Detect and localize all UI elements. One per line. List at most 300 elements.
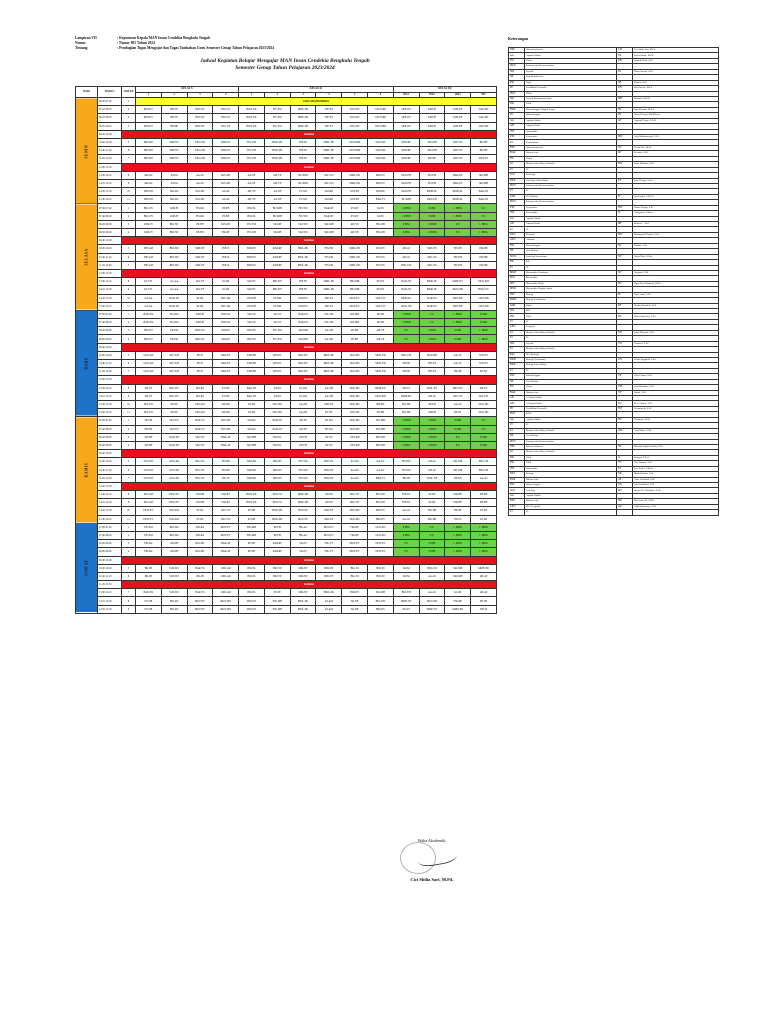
subject-name: Fikih (525, 314, 617, 319)
subject-name: Matematika Wajib (525, 281, 617, 286)
document-meta (75, 36, 274, 51)
lesson-cell: PIO-DW (264, 400, 290, 408)
subject-name: Muatan Lokal (Karya Ilmiah) (525, 330, 617, 335)
subject-code: INF (509, 129, 525, 134)
break-cell: Istirahat (122, 376, 497, 384)
lesson-cell: FIK-HE (445, 491, 471, 499)
lesson-cell: PP-EH (290, 433, 316, 441)
subject-code: BID (509, 48, 525, 53)
lesson-cell: BIO-MS (187, 548, 213, 556)
lesson-cell: KI-YW (136, 278, 162, 286)
subject-name: Informatika (525, 466, 617, 471)
time-cell: 14.10-14.50 (98, 597, 122, 605)
lesson-cell: INF-IS (471, 605, 497, 613)
lesson-cell: KIM-RF (239, 368, 265, 376)
subject-name: Bahasa Indonesia (525, 145, 617, 150)
lesson-cell: SK-NT (471, 368, 497, 376)
schedule-row (76, 229, 497, 237)
lesson-cell: PT-RY (161, 409, 187, 417)
lesson-cell: BIOD-PL (419, 278, 445, 286)
lesson-cell: FIS-YM (290, 458, 316, 466)
lesson-cell: GEO-RH (342, 441, 368, 449)
lesson-cell: BK-IH (136, 572, 162, 580)
period-cell: 1 (122, 98, 136, 106)
teacher-name: Romidh Hadi, S.Pd (633, 58, 719, 63)
lesson-cell: AA-AS (393, 507, 419, 515)
lesson-cell: KI-IM (471, 515, 497, 523)
lesson-cell: FIS-YM (239, 220, 265, 228)
subject-code: GEO (509, 504, 525, 509)
time-cell: 07.00-07.40 (98, 310, 122, 318)
time-cell: 13.30-14.10 (98, 589, 122, 597)
subject-name: Informatika (525, 129, 617, 134)
lesson-cell: BIOL-PK (239, 491, 265, 499)
subject-name: Sejarah (525, 69, 617, 74)
teacher-name: Surya Mulyadi, S.Pd (633, 330, 719, 335)
lesson-cell: SKI-RZ (187, 384, 213, 392)
lesson-cell: SKI-MH (368, 425, 394, 433)
lesson-cell: KI-IM (187, 294, 213, 302)
lesson-cell: P U (393, 540, 419, 548)
period-cell: 7 (122, 368, 136, 376)
lesson-cell: SB-YF (136, 384, 162, 392)
schedule-row (76, 589, 497, 597)
lesson-cell: SKI-MH (342, 310, 368, 318)
lesson-cell: SKI-YW (290, 220, 316, 228)
time-cell: 07.00-07.40 (98, 523, 122, 531)
teacher-code: NS (617, 444, 633, 449)
teacher-code: VW (617, 341, 633, 346)
lesson-cell: 1. BIND (393, 319, 419, 327)
teacher-code: FI (617, 194, 633, 199)
time-cell: 10.40-11.20 (98, 466, 122, 474)
time-cell: 10.00-10.40 (98, 351, 122, 359)
subject-code: AH (509, 124, 525, 129)
schedule-row (76, 138, 497, 146)
schedule-row (76, 327, 497, 335)
lesson-cell: SKI-YW (187, 433, 213, 441)
lesson-cell: BIO-DW (368, 597, 394, 605)
subject-name: Al Quran Hadist (525, 396, 617, 401)
period-cell: 7 (122, 589, 136, 597)
lesson-cell: SKI-RZ (136, 171, 162, 179)
lesson-cell: GEO-MM (368, 114, 394, 122)
lesson-cell: P U (419, 531, 445, 539)
period-cell: 8 (122, 491, 136, 499)
lesson-cell: PIO-AM (213, 294, 239, 302)
lesson-cell: PT-MT (342, 212, 368, 220)
lesson-cell: KI-AM (342, 466, 368, 474)
lesson-cell: BIOL-PK (290, 597, 316, 605)
lesson-cell: BIO-JM (136, 188, 162, 196)
lesson-cell: 1. BING (419, 327, 445, 335)
lesson-cell: KIM-RF (445, 114, 471, 122)
teacher-name: Feri Irmiha, S.Pd.Gr. (633, 194, 719, 199)
subject-code: KI (509, 347, 525, 352)
subject-code: KI (509, 428, 525, 433)
lesson-cell: MML-PD (342, 179, 368, 187)
lesson-cell: SOS-MT (213, 171, 239, 179)
lesson-cell: PKW-RM (471, 278, 497, 286)
lesson-cell: BIO-PL (239, 589, 265, 597)
lesson-cell: INF-ES (419, 368, 445, 376)
lesson-cell: FIK-MH (264, 605, 290, 613)
lesson-cell: BIOL-PK (316, 360, 342, 368)
lesson-cell: P U (393, 335, 419, 343)
period-cell: 5 (122, 138, 136, 146)
teacher-code: AT (617, 118, 633, 123)
lesson-cell: PP-EH (213, 204, 239, 212)
lesson-cell: GEO-MM (342, 138, 368, 146)
lesson-cell: 1. BING (445, 204, 471, 212)
subject-code: SB (509, 75, 525, 80)
lesson-cell: BIO-PL (264, 433, 290, 441)
lesson-cell: AH-YE (239, 196, 265, 204)
teacher-code: HW (617, 205, 633, 210)
lesson-cell: BID-DY (213, 155, 239, 163)
lesson-cell: PKW-EV (342, 540, 368, 548)
lesson-cell: BAR-DT (471, 196, 497, 204)
lesson-cell: SKI-IH (264, 229, 290, 237)
period-cell: 10 (122, 294, 136, 302)
class-sub-header: 5 (342, 92, 368, 98)
lesson-cell: 1. BING (471, 540, 497, 548)
lesson-cell: SKI-MH (419, 138, 445, 146)
teacher-name: Wirati Suggianti, S.Pd (633, 357, 719, 362)
subject-code: BIOL (509, 363, 525, 368)
subject-code: SOSL (509, 254, 525, 259)
lesson-cell: BI-SMH (264, 204, 290, 212)
schedule-row (76, 130, 497, 138)
lesson-cell: PKW-RH (419, 597, 445, 605)
schedule-row (76, 212, 497, 220)
subject-name: BK (525, 260, 617, 265)
lesson-cell: AKI-MN (471, 106, 497, 114)
lesson-cell: KI-AM (316, 605, 342, 613)
lesson-cell: FIS-YM (264, 114, 290, 122)
lesson-cell: BAR-DT (471, 188, 497, 196)
lesson-cell: BID-DY (316, 458, 342, 466)
lesson-cell: 1. BIND (419, 433, 445, 441)
lesson-cell: AA-AS (445, 400, 471, 408)
teacher-code: MW (617, 135, 633, 140)
lesson-cell: BIO-PL (239, 572, 265, 580)
lesson-cell: MM-NV (368, 507, 394, 515)
lesson-cell: AA-AS (445, 360, 471, 368)
lesson-cell: KIM-FI (213, 335, 239, 343)
teacher-name: Siltaria, S.Pd (633, 80, 719, 85)
lesson-cell: BID-DY (316, 564, 342, 572)
lesson-cell: SKI-RZ (136, 179, 162, 187)
lesson-cell: FIK-AC (290, 531, 316, 539)
lesson-cell: FIK-HE (419, 515, 445, 523)
lesson-cell: INF-ES (290, 278, 316, 286)
lesson-cell: GEO-MM (342, 147, 368, 155)
lesson-cell: PKW-EV (161, 491, 187, 499)
lesson-cell: PT-NM (264, 302, 290, 310)
lesson-cell: FIK-YT (316, 548, 342, 556)
subject-name: Sejarah Indonesia (525, 75, 617, 80)
teacher-name: Novia Eliza, S.Sos. (633, 254, 719, 259)
lesson-cell: BK-HE (471, 147, 497, 155)
teacher-name: Martha Kinlan, S.Si (633, 472, 719, 477)
lesson-cell: BIOL-PK (264, 147, 290, 155)
signature-name: Cici Shilia Sari, M.Pd. (410, 877, 454, 882)
time-cell: 10.40-11.20 (98, 360, 122, 368)
lesson-cell: AA-NV (368, 466, 394, 474)
lesson-cell: MMP-NY (393, 597, 419, 605)
lesson-cell: BID-DY (316, 474, 342, 482)
lesson-cell: BAR-DT (316, 204, 342, 212)
lesson-cell: MM-NY (213, 351, 239, 359)
subject-name: Fikih (525, 102, 617, 107)
class-sub-header: 4 (213, 92, 239, 98)
teacher-name: Cici Shilia Sari, M.Pd. (633, 48, 719, 53)
lesson-cell: P U (393, 327, 419, 335)
subject-name: Matematika Peminatan (525, 270, 617, 275)
lesson-cell: MM-NV (161, 138, 187, 146)
lesson-cell: BIO-EH (393, 589, 419, 597)
lesson-cell: KIM-FI (213, 327, 239, 335)
lesson-cell: SKP-WS (419, 245, 445, 253)
lesson-cell: BAR-TS (187, 417, 213, 425)
lesson-cell: SOS-EV (368, 245, 394, 253)
lesson-cell: BID-WS (213, 319, 239, 327)
lesson-cell: BID-DY (213, 138, 239, 146)
lesson-cell: BID-DV (187, 114, 213, 122)
lesson-cell: BIO-MS (161, 531, 187, 539)
subject-code: BIOD (509, 298, 525, 303)
subject-code: AH (509, 396, 525, 401)
lesson-cell: GEO-MS (368, 523, 394, 531)
lesson-cell: SKI-YW (161, 425, 187, 433)
lesson-cell: P U (445, 229, 471, 237)
lesson-cell: SOS-MT (213, 179, 239, 187)
teacher-code: RV (617, 113, 633, 118)
lesson-cell: AH-YE (316, 499, 342, 507)
lesson-cell: MML-PD (290, 114, 316, 122)
lesson-cell: 1. BING (445, 310, 471, 318)
teacher-name: Surya Niman, M.Pd. (633, 53, 719, 58)
lesson-cell: SKO-MS (471, 400, 497, 408)
lesson-cell: FIS-RR (187, 204, 213, 212)
lesson-cell: P MM (393, 531, 419, 539)
time-cell: 08.20-09.00 (98, 220, 122, 228)
lesson-cell: SKO-MS (342, 400, 368, 408)
lesson-cell: PP-EH (239, 548, 265, 556)
time-cell: 10.00-10.40 (98, 245, 122, 253)
lesson-cell: SB-EH (445, 474, 471, 482)
lesson-cell: FIK-HE (342, 531, 368, 539)
lesson-cell: SKO-MS (342, 417, 368, 425)
lesson-cell: BIO-RH (368, 441, 394, 449)
teacher-name: Yulis Palapa, S.Pd (633, 374, 719, 379)
lesson-cell: MML-PD (316, 155, 342, 163)
lesson-cell: GEO-AR (213, 589, 239, 597)
subject-code: BAR (509, 390, 525, 395)
lesson-cell: KI-IM (419, 499, 445, 507)
class-sub-header: 1 (136, 92, 162, 98)
lesson-cell: PKN-ES (471, 155, 497, 163)
lesson-cell: BAR-DT (445, 179, 471, 187)
lesson-cell: KI-IM (161, 171, 187, 179)
time-cell: 10.40-11.20 (98, 147, 122, 155)
lesson-cell: P U (471, 417, 497, 425)
lesson-cell: BAR-TS (368, 474, 394, 482)
lesson-cell: INF-ES (316, 106, 342, 114)
lesson-cell: BIO-NT (136, 335, 162, 343)
lesson-cell: SKI-NT (239, 286, 265, 294)
lesson-cell: BB-VP (161, 106, 187, 114)
lesson-cell: BIOD-PL (393, 294, 419, 302)
lesson-cell: SOS-MY (342, 122, 368, 130)
lesson-cell: FIS-YM (264, 122, 290, 130)
lesson-cell: AA-NF (239, 171, 265, 179)
lesson-cell: AA-AS (419, 589, 445, 597)
period-cell: 7 (122, 155, 136, 163)
subject-code: KI (509, 162, 525, 167)
period-cell: 4 (122, 548, 136, 556)
lesson-cell: BIOL-PK (316, 351, 342, 359)
subject-code: BIO (509, 292, 525, 297)
lesson-cell: SB-EH (419, 400, 445, 408)
lesson-cell: BAR-DT (393, 286, 419, 294)
lesson-cell: SOS-MT (187, 196, 213, 204)
lesson-cell: BID-WS (213, 310, 239, 318)
lesson-cell: AH-AT (419, 458, 445, 466)
lesson-cell: SKI-YW (445, 392, 471, 400)
lesson-cell: P MM (471, 310, 497, 318)
schedule-row (76, 515, 497, 523)
lesson-cell: FIK-YT (316, 540, 342, 548)
subject-code: BAR (509, 477, 525, 482)
subject-name: Seni Budaya (525, 434, 617, 439)
lesson-cell: KIM-FI (161, 204, 187, 212)
subject-code: SKI (509, 96, 525, 101)
subject-code: PJ (509, 189, 525, 194)
lesson-cell: BAR-TS (368, 196, 394, 204)
lesson-cell: FIS-YM (316, 310, 342, 318)
lesson-cell: PP-SM (316, 425, 342, 433)
lesson-cell: PT-FM (213, 384, 239, 392)
lesson-cell: PP-EH (368, 310, 394, 318)
lesson-cell: KIM-RF (445, 122, 471, 130)
subject-name: Bahasa Indonesia (525, 48, 617, 53)
schedule-row (76, 360, 497, 368)
time-cell: 08.20-09.00 (98, 433, 122, 441)
time-cell: 14.10-14.50 (98, 499, 122, 507)
lesson-cell: 1. BING (419, 335, 445, 343)
lesson-cell: AH-EV (471, 384, 497, 392)
lesson-cell: SK-NT (316, 441, 342, 449)
lesson-cell: FIS-FM (316, 253, 342, 261)
lesson-cell: SKO-MS (342, 360, 368, 368)
subject-name: Muatan Lokal (Karya Ilmiah) (525, 347, 617, 352)
lesson-cell: AA-AA (161, 286, 187, 294)
teacher-name: Rizmi Zaid Alsa, S.Pd (633, 314, 719, 319)
teacher-name: Puji Lestari, S.Pd (633, 292, 719, 297)
time-cell: 09.00-09.40 (98, 335, 122, 343)
subject-code: FIS (509, 58, 525, 63)
subject-name: Bahasa Arab (525, 390, 617, 395)
class-sub-header: IPA2 (419, 92, 445, 98)
lesson-cell: PKW-YI (264, 491, 290, 499)
lesson-cell: MML-PD (342, 261, 368, 269)
teacher-name: Erma Melianti, S.Pd (633, 162, 719, 167)
lesson-cell: FIS-EM (136, 523, 162, 531)
lesson-cell: SKI-YF (187, 278, 213, 286)
lesson-cell: PKW-EV (136, 515, 162, 523)
schedule-row (76, 474, 497, 482)
lesson-cell: FIK-HE (445, 499, 471, 507)
schedule-row (76, 204, 497, 212)
subject-name: Sosiologi Lintas Minat (525, 178, 617, 183)
lesson-cell: BAR-DT (264, 425, 290, 433)
lesson-cell: KI-IM (419, 491, 445, 499)
schedule-row (76, 540, 497, 548)
break-cell: Istirahat (122, 163, 497, 171)
lesson-cell: BAR-YR (136, 319, 162, 327)
lesson-cell: AH-AT (419, 392, 445, 400)
lesson-cell: AA-NF (264, 196, 290, 204)
lesson-cell: BAR-AF (213, 441, 239, 449)
lesson-cell: BIG-NI (342, 564, 368, 572)
class-sub-header: IPS (471, 92, 497, 98)
lesson-cell: BIOL-PK (290, 261, 316, 269)
teacher-code: LW (617, 483, 633, 488)
lesson-cell: PKW-PJ (239, 597, 265, 605)
lesson-cell: P U (445, 220, 471, 228)
teacher-name: Akhir Rubiansyo, S.Pd (633, 504, 719, 509)
lesson-cell: SKI-YW (342, 491, 368, 499)
schedule-row (76, 400, 497, 408)
teacher-code: WS (617, 357, 633, 362)
lesson-cell: SOS-MT (136, 458, 162, 466)
lesson-cell: AKI-MN (471, 122, 497, 130)
schedule-row (76, 466, 497, 474)
lesson-cell: BAR-DT (316, 212, 342, 220)
lesson-cell: INF-AM (136, 261, 162, 269)
subject-name: Aqidah Akhlak (525, 493, 617, 498)
teacher-code: AM (617, 428, 633, 433)
subject-code: FIS (509, 385, 525, 390)
lesson-cell: MML-PD (290, 491, 316, 499)
lesson-cell: MMP-NY (368, 384, 394, 392)
lesson-cell: SKI-YW (316, 179, 342, 187)
lesson-cell: P U (471, 212, 497, 220)
lesson-cell: P MM (419, 212, 445, 220)
lesson-cell: KIM-FI (136, 220, 162, 228)
lesson-cell: BAR-DT (239, 392, 265, 400)
lesson-cell: 1. BING (419, 417, 445, 425)
schedule-table (75, 86, 497, 614)
lesson-cell: SKP-WS (445, 155, 471, 163)
lesson-cell: MM-NT (264, 466, 290, 474)
lesson-cell: PP-SB (471, 597, 497, 605)
lesson-cell: 1. BIND (393, 417, 419, 425)
lesson-cell: MM-NV (161, 155, 187, 163)
lesson-cell: BIOD-PL (419, 286, 445, 294)
teacher-name: Lita Wulandari, S.Pd (633, 483, 719, 488)
lesson-cell: BIO-MS (161, 523, 187, 531)
time-cell: 07.10-08.25 (98, 106, 122, 114)
lesson-cell: P U (471, 204, 497, 212)
schedule-row (76, 163, 497, 171)
schedule-row (76, 114, 497, 122)
lesson-cell: AA-AT (213, 196, 239, 204)
subject-name: PJ (525, 189, 617, 194)
lesson-cell: AH-AT (471, 589, 497, 597)
